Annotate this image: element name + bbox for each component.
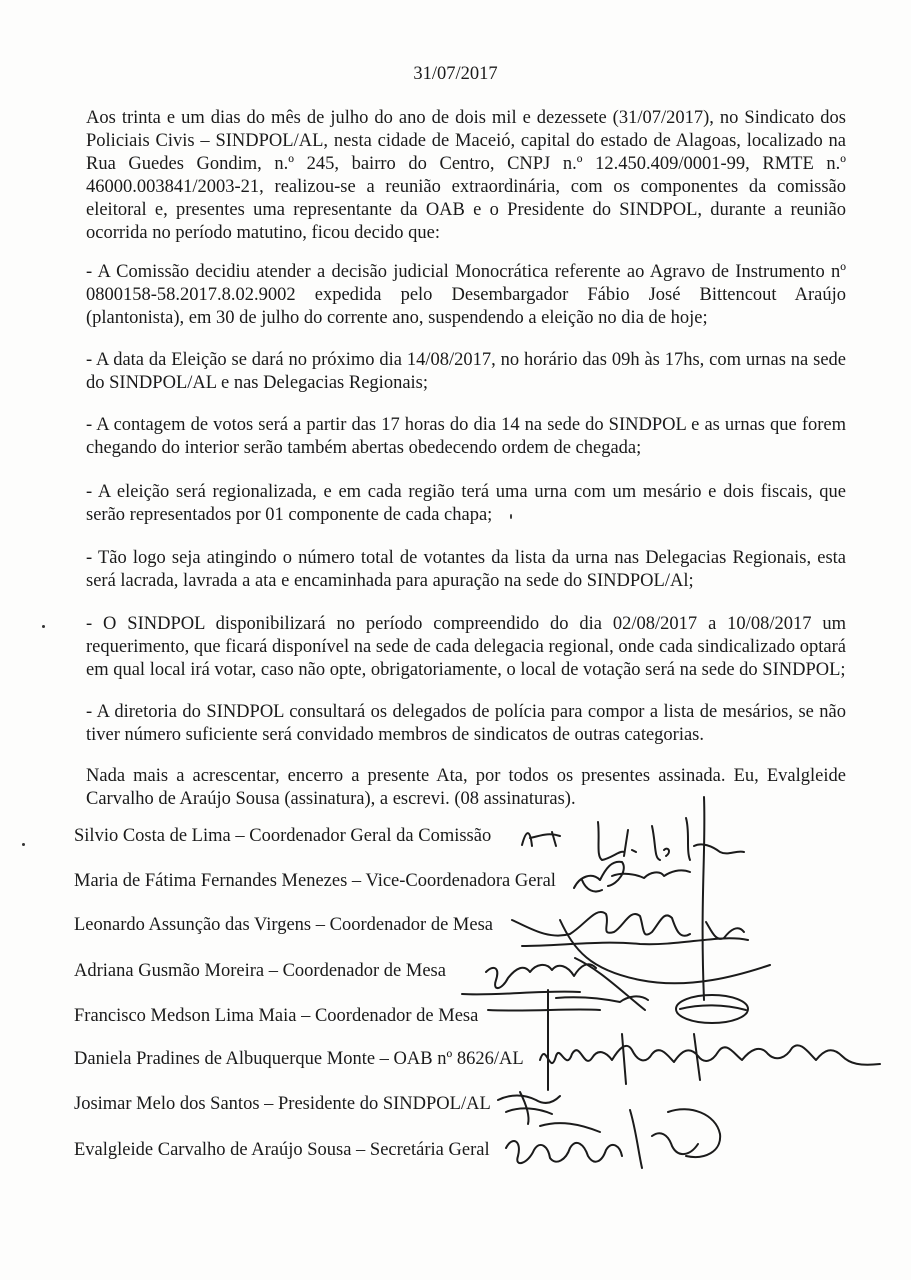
margin-mark: [22, 843, 25, 846]
intro-paragraph: Aos trinta e um dias do mês de julho do ano de dois mil e dezessete (31/07/2017), no Sindicato dos Policiais Civis – SINDPOL/AL, nesta cidade de Maceió, capital do estado de Alagoas, localizado na Rua Guedes Gondim, n.º 245, bairro do Centro, CNPJ n.º 12.450.409/0001-99, RMTE n.º 46000.003841/2003-21, realizou-se a reunião extraordinária, com os componentes da comissão eleitoral e, presentes uma representante da OAB e o Presidente do SINDPOL, durante a reunião ocorrida no período matutino, ficou decido que:: [86, 108, 846, 243]
closing-paragraph: Nada mais a acrescentar, encerro a presente Ata, por todos os presentes assinada. Eu, Evalgleide Carvalho de Araújo Sousa (assinatura), a escrevi. (08 assinaturas).: [86, 766, 846, 809]
signatory-line: Daniela Pradines de Albuquerque Monte – OAB nº 8626/AL: [74, 1049, 524, 1069]
signature-3: [512, 912, 770, 983]
signature-8: [506, 1109, 720, 1168]
signatory-line: Francisco Medson Lima Maia – Coordenador de Mesa: [74, 1006, 479, 1026]
decision-item-5: - Tão logo seja atingindo o número total de votantes da lista da urna nas Delegacias Regionais, esta será lacrada, lavrada a ata e encaminhada para apuração na sede do SINDPOL/Al;: [86, 548, 846, 591]
signature-4: [462, 958, 645, 1010]
document-date: 31/07/2017: [413, 64, 498, 84]
signature-2: [574, 862, 690, 892]
margin-mark: [42, 625, 45, 628]
signature-1: [522, 797, 744, 1000]
decision-item-6: - O SINDPOL disponibilizará no período compreendido do dia 02/08/2017 a 10/08/2017 um requerimento, que ficará disponível na sede de cada delegacia regional, onde cada sindicalizado optará em qual local irá votar, caso não opte, obrigatoriamente, o local de votação será na sede do SINDPOL;: [86, 614, 846, 680]
decision-item-4: - A eleição será regionalizada, e em cada região terá uma urna com um mesário e dois fiscais, que serão representados por 01 componente de cada chapa;: [86, 482, 846, 525]
decision-item-2: - A data da Eleição se dará no próximo dia 14/08/2017, no horário das 09h às 17hs, com urnas na sede do SINDPOL/AL e nas Delegacias Regionais;: [86, 350, 846, 393]
signature-6: [540, 1034, 880, 1084]
signatory-line: Adriana Gusmão Moreira – Coordenador de Mesa: [74, 961, 446, 981]
signatory-line: Leonardo Assunção das Virgens – Coordenador de Mesa: [74, 915, 493, 935]
decision-item-1: - A Comissão decidiu atender a decisão judicial Monocrática referente ao Agravo de Instrumento nº 0800158-58.2017.8.02.9002 expedida pelo Desembargador Fábio José Bittencout Araújo (plantonista), em 30 de julho do corrente ano, suspendendo a eleição no dia de hoje;: [86, 262, 846, 328]
signatory-line: Silvio Costa de Lima – Coordenador Geral da Comissão: [74, 826, 492, 846]
margin-mark: [510, 514, 512, 519]
signatory-line: Maria de Fátima Fernandes Menezes – Vice-Coordenadora Geral: [74, 871, 556, 891]
signatory-line: Evalgleide Carvalho de Araújo Sousa – Secretária Geral: [74, 1140, 490, 1160]
signatory-line: Josimar Melo dos Santos – Presidente do SINDPOL/AL: [74, 1094, 491, 1114]
decision-item-3: - A contagem de votos será a partir das 17 horas do dia 14 na sede do SINDPOL e as urnas que forem chegando do interior serão também abertas obedecendo ordem de chegada;: [86, 415, 846, 458]
decision-item-7: - A diretoria do SINDPOL consultará os delegados de polícia para compor a lista de mesários, se não tiver número suficiente será convidado membros de sindicatos de outras categorias.: [86, 702, 846, 745]
signature-7: [498, 1092, 560, 1124]
signature-5: [488, 990, 748, 1090]
